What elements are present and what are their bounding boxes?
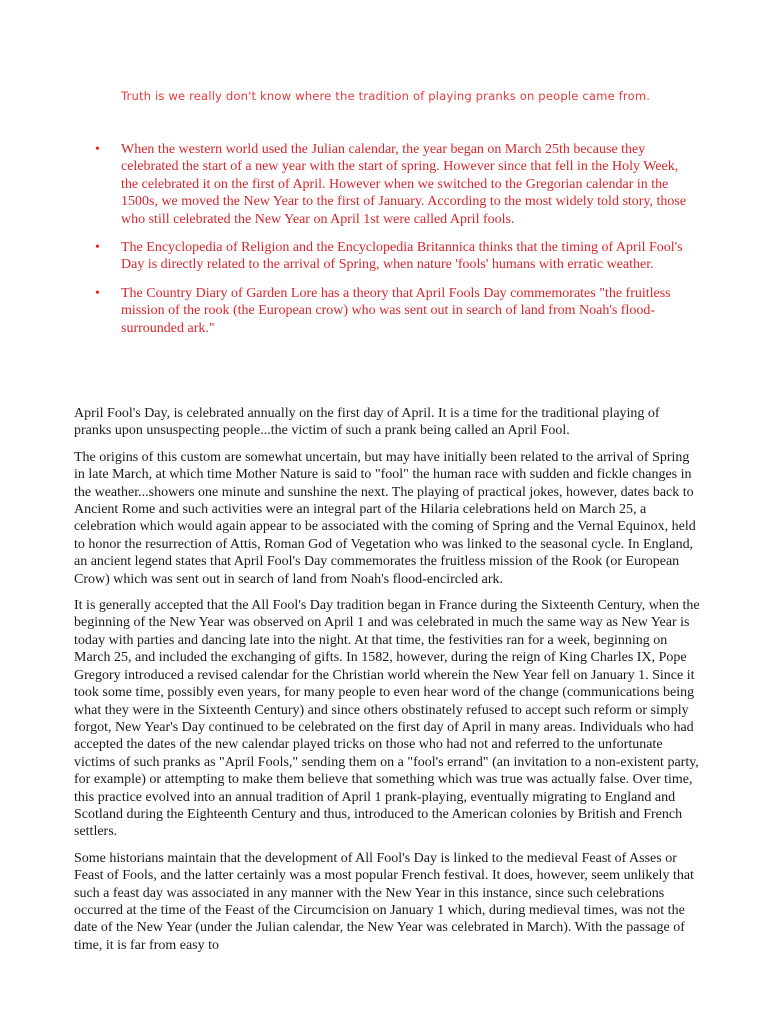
bullet-icon: • [95,240,100,256]
paragraph: Some historians maintain that the development of All Fool's Day is linked to the medieval Feast of Asses or Feast of Fools, and the latter certainly was a most popular French festival. It does, however, seem unlikely that such a feast day was associated in any manner with the New Year in this instance, since such celebrations occurred at the time of the Feast of the Circumcision on January 1 which, during medieval times, was not the date of the New Year (under the Julian calendar, the New Year was celebrated in March). With the passage of time, it is far from easy to [74,850,694,953]
list-item-text: The Country Diary of Garden Lore has a theory that April Fools Day commemorates "the fruitless mission of the rook (the European crow) who was sent out in search of land from Noah's flood-surrounded ark." [121,285,671,336]
intro-text: Truth is we really don't know where the tradition of playing pranks on people came from. [121,89,651,103]
list-item-text: The Encyclopedia of Religion and the Encyclopedia Britannica thinks that the timing of April Fool's Day is directly related to the arrival of Spring, when nature 'fools' humans with erratic weather. [121,240,683,273]
list-item [95,285,695,337]
paragraph: It is generally accepted that the All Fool's Day tradition began in France during the Sixteenth Century, when the beginning of the New Year was observed on April 1 and was celebrated in much the same way as New Year is today with parties and dancing late into the night. At that time, the festivities ran for a week, beginning on March 25, and included the exchanging of gifts. In 1582, however, during the reign of King Charles IX, Pope Gregory introduced a revised calendar for the Christian world wherein the New Year fell on January 1. Since it took some time, possibly even years, for many people to even hear word of the change (communications being what they were in the Sixteenth Century) and since others obstinately refused to accept such reform or simply forgot, New Year's Day continued to be celebrated on the first day of April in many areas. Individuals who had accepted the dates of the new calendar played tricks on those who had not and referred to the unfortunate victims of such pranks as "April Fools," sending them on a "fool's errand" (an invitation to a non-existent party, for example) or attempting to make them believe that something which was true was actually false. Over time, this practice evolved into an annual tradition of April 1 prank-playing, eventually migrating to England and Scotland during the Eighteenth Century and thus, introduced to the American colonies by British and French settlers. [74,598,700,840]
theory-list [95,141,695,348]
paragraph: The origins of this custom are somewhat uncertain, but may have initially been related to the arrival of Spring in late March, at which time Mother Nature is said to "fool" the human race with sudden and fickle changes in the weather...showers one minute and sunshine the next. The playing of practical jokes, however, dates back to Ancient Rome and such activities were an integral part of the Hilaria celebrations held on March 25, a celebration which would again appear to be associated with the coming of Spring and the Vernal Equinox, held to honor the resurrection of Attis, Roman God of Vegetation who was linked to the seasonal cycle. In England, an ancient legend states that April Fool's Day commemorates the fruitless mission of the Rook (or European Crow) which was sent out in search of land from Noah's flood-encircled ark. [74,449,696,587]
list-item-text: When the western world used the Julian calendar, the year began on March 25th because they celebrated the start of a new year with the start of spring. However since that fell in the Holy Week, the celebrated it on the first of April. However when we switched to the Gregorian calendar in the 1500s, we moved the New Year to the first of January. According to the most widely told story, those who still celebrated the New Year on April 1st were called April fools. [121,142,687,227]
article-body [74,405,700,963]
bullet-icon: • [95,142,100,157]
list-item [95,239,695,274]
bullet-icon: • [95,285,100,301]
list-item [95,141,695,228]
paragraph: April Fool's Day, is celebrated annually on the first day of April. It is a time for the traditional playing of pranks upon unsuspecting people...the victim of such a prank being called an April Fool. [74,406,660,439]
